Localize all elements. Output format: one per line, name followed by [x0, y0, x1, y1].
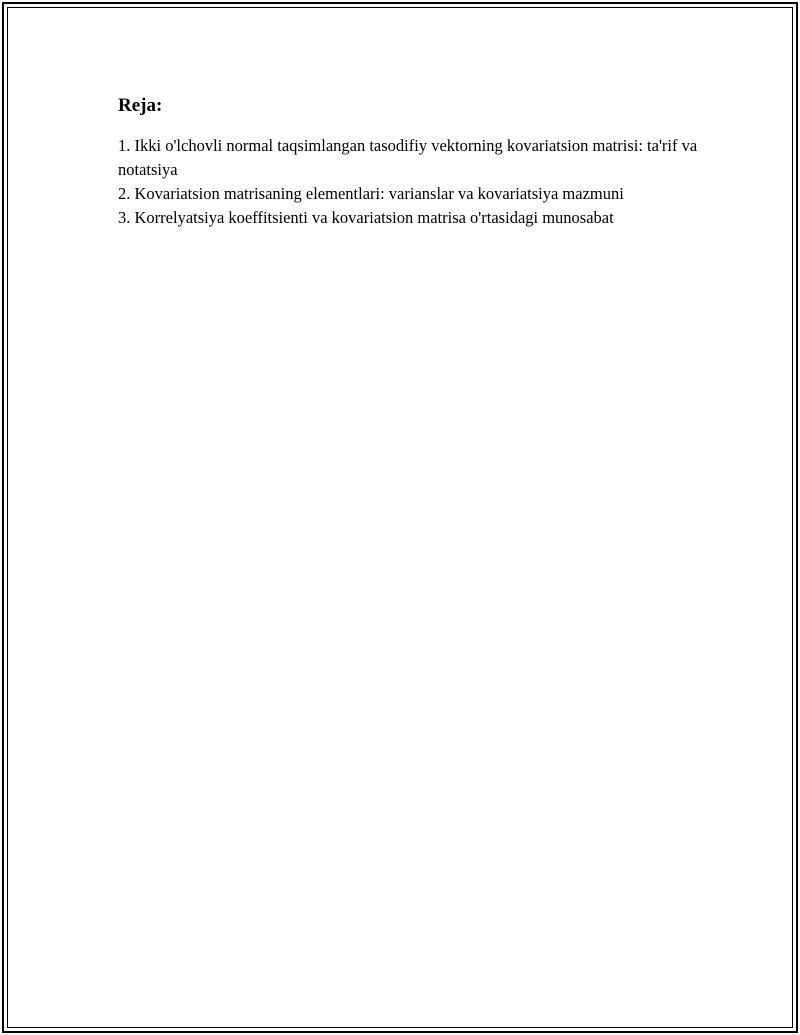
plan-item-1: 1. Ikki o'lchovli normal taqsimlangan tasodifiy vektorning kovariatsion matrisi: ta'rif va notatsiya: [118, 136, 698, 179]
plan-list: [118, 134, 698, 230]
plan-item-2: 2. Kovariatsion matrisaning elementlari: varianslar va kovariatsiya mazmuni: [118, 184, 624, 203]
plan-item-3: 3. Korrelyatsiya koeffitsienti va kovariatsion matrisa o'rtasidagi munosabat: [118, 208, 614, 227]
plan-section: [118, 94, 698, 230]
plan-heading: Reja:: [118, 95, 163, 116]
